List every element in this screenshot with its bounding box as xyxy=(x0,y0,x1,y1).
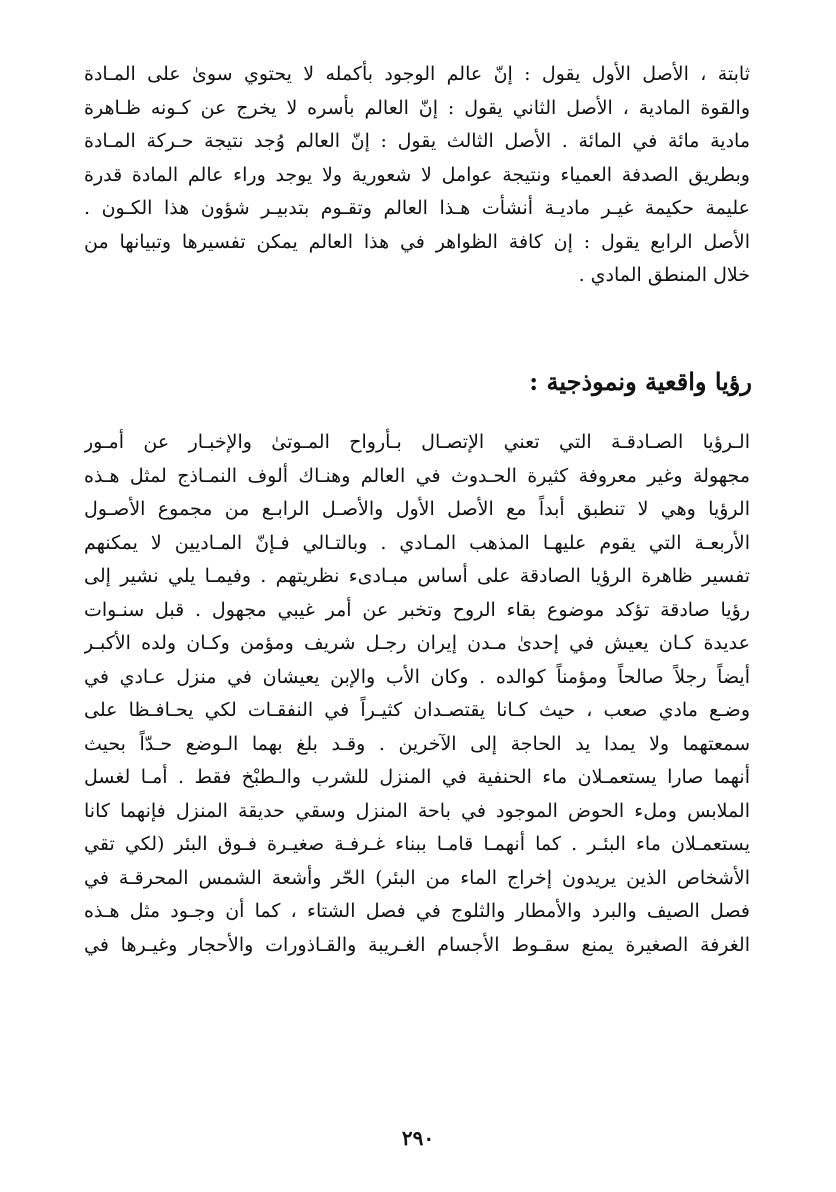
text-line: يستعمـلان ماء البئـر . كما أنهمـا قامـا ببناء غـرفـة صغيـرة فـوق البئر (لكي تقي xyxy=(84,833,750,855)
text-line: الأشخاص الذين يريدون إخراج الماء من البئر) الحّر وأشعة الشمس المحرقـة في xyxy=(84,866,750,889)
text-line: خلال المنطق المادي . xyxy=(578,264,750,286)
text-line: مجهولة وغير معروفة كثيرة الحـدوث في العالم وهنـاك ألوف النمـاذج لمثل هـذه xyxy=(84,464,750,487)
text-line: رؤيا صادقة تؤكد موضوع بقاء الروح وتخبر عن أمر غيبي مجهول . قبل سنـوات xyxy=(84,598,750,621)
paragraph-1 xyxy=(84,58,750,293)
text-line: مادية مائة في المائة . الأصل الثالث يقول : إنّ العالم وُجد نتيجة حـركة المـادة xyxy=(84,130,750,152)
text-line: الأصل الرابع يقول : إن كافة الظواهر في هذا العالم يمكن تفسيرها وتبيانها من xyxy=(84,230,750,253)
text-line: ثابتة ، الأصل الأول يقول : إنّ عالم الوجود بأكمله لا يحتوي سوىٰ على المـادة xyxy=(84,63,750,85)
page-number: ٢٩٠ xyxy=(401,1126,435,1150)
text-line: الأربعـة التي يقوم عليهـا المذهب المـادي . وبالتـالي فـإنّ المـاديين لا يمكنهم xyxy=(84,531,750,554)
text-line: وبطريق الصدفة العمياء ونتيجة عوامل لا شعورية ولا يوجد وراء عالم المادة قدرة xyxy=(84,163,750,186)
text-line: عليمة حكيمة غيـر ماديـة أنشأت هـذا العالم وتقـوم بتدبيـر شؤون هذا الكـون . xyxy=(84,197,750,219)
text-line: والقوة المادية ، الأصل الثاني يقول : إنّ العالم بأسره لا يخرج عن كـونه ظـاهرة xyxy=(84,96,750,119)
text-line: الـرؤيا الصـادقـة التي تعني الإتصـال بـأرواح المـوتىٰ والإخبـار عن أمـور xyxy=(84,431,750,453)
text-line: سمعتهما ولا يمدا يد الحاجة إلى الآخرين . وقـد بلغ بهما الـوضع حـدّاً بحيث xyxy=(84,732,750,755)
text-line: أيضاً رجلاً صالحاً ومؤمناً كوالده . وكان الأب والإبن يعيشان في منزل عـادي في xyxy=(84,665,750,688)
text-line: الملابس وملء الحوض الموجود في باحة المنزل وسقي حديقة المنزل فإنهما كانا xyxy=(84,799,750,822)
text-line: الغرفة الصغيرة يمنع سقـوط الأجسام الغـريبة والقـاذورات والأحجار وغيـرها في xyxy=(84,933,750,956)
text-line: وضـع مادي صعب ، حيث كـانا يقتصـدان كثيـراً في النفقـات لكي يحـافـظا على xyxy=(84,699,750,721)
text-line: أنهما صارا يستعمـلان ماء الحنفية في المنزل للشرب والـطبْخ فقط . أمـا لغسل xyxy=(84,766,750,788)
text-line: تفسير ظاهرة الرؤيا الصادقة على أساس مبـادىء نظريتهم . وفيمـا يلي نشير إلى xyxy=(84,565,750,587)
paragraph-2 xyxy=(84,426,750,962)
section-heading: رؤيا واقعية ونموذجية : xyxy=(529,367,752,396)
text-line: الرؤيا وهي لا تنطبق أبداً مع الأصل الأول والأصـل الرابـع من مجموع الأصـول xyxy=(84,498,750,520)
text-line: فصل الصيف والبرد والأمطار والثلوج في فصل الشتاء ، كما أن وجـود مثل هـذه xyxy=(84,900,750,922)
text-line: عديدة كـان يعيش في إحدىٰ مـدن إيران رجـل شريف ومؤمن وكـان ولده الأكبـر xyxy=(84,632,750,654)
